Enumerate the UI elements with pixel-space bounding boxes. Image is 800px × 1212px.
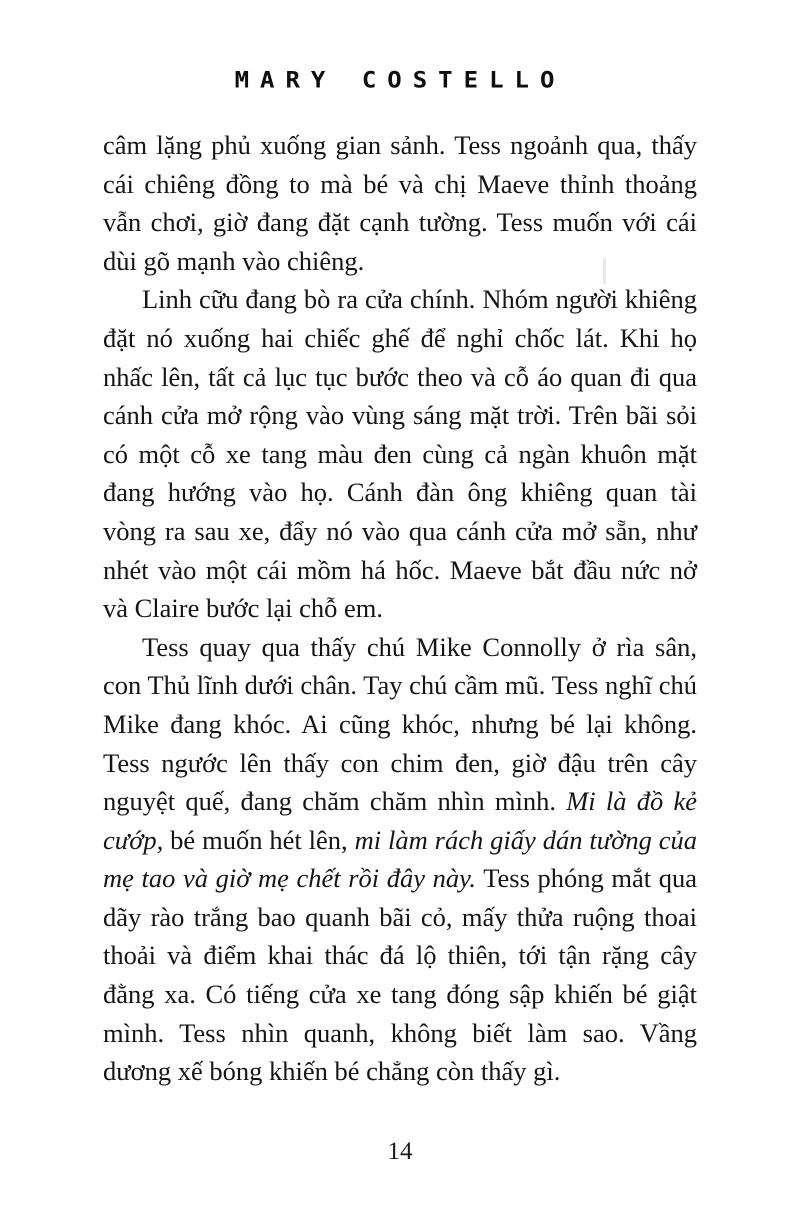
text-run: câm lặng phủ xuống gian sảnh. Tess ngoảnh qua, thấy cái chiêng đồng to mà bé và chị Maeve thỉnh thoảng vẫn chơi, giờ đang đặt cạnh tường. Tess muốn với cái dùi gõ mạnh vào chiêng.	[103, 130, 697, 276]
page-number: 14	[387, 1138, 413, 1165]
running-header-author: MARY COSTELLO	[234, 67, 566, 93]
paragraph	[103, 280, 697, 627]
italic-text-run: mi làm rách giấy dán tường của mẹ tao và giờ mẹ chết rồi đây này.	[103, 824, 698, 894]
paragraph	[103, 628, 697, 1091]
italic-text-run: Mi là đồ kẻ cướp,	[103, 786, 697, 855]
page-body	[103, 126, 697, 1091]
text-run: Tess phóng mắt qua dãy rào trắng bao quanh bãi cỏ, mấy thửa ruộng thoai thoải và điểm khai thác đá lộ thiên, tới tận rặng cây đằng xa. Có tiếng cửa xe tang đóng sập khiến bé giật mình. Tess nhìn quanh, không biết làm sao. Vầng dương xế bóng khiến bé chẳng còn thấy gì.	[103, 863, 697, 1087]
paragraph	[103, 126, 697, 280]
text-run: Tess quay qua thấy chú Mike Connolly ở rìa sân, con Thủ lĩnh dưới chân. Tay chú cầm mũ. Tess nghĩ chú Mike đang khóc. Ai cũng khóc, nhưng bé lại không. Tess ngước lên thấy con chim đen, giờ đậu trên cây nguyệt quế, đang chăm chăm nhìn mình.	[103, 631, 697, 817]
text-run: Linh cữu đang bò ra cửa chính. Nhóm người khiêng đặt nó xuống hai chiếc ghế để nghỉ chốc lát. Khi họ nhấc lên, tất cả lục tục bước theo và cỗ áo quan đi qua cánh cửa mở rộng vào vùng sáng mặt trời. Trên bãi sỏi có một cỗ xe tang màu đen cùng cả ngàn khuôn mặt đang hướng vào họ. Cánh đàn ông khiêng quan tài vòng ra sau xe, đẩy nó vào qua cánh cửa mở sẵn, như nhét vào một cái mồm há hốc. Maeve bắt đầu nức nở và Claire bước lại chỗ em.	[103, 284, 697, 624]
text-run: bé muốn hét lên,	[163, 824, 355, 855]
